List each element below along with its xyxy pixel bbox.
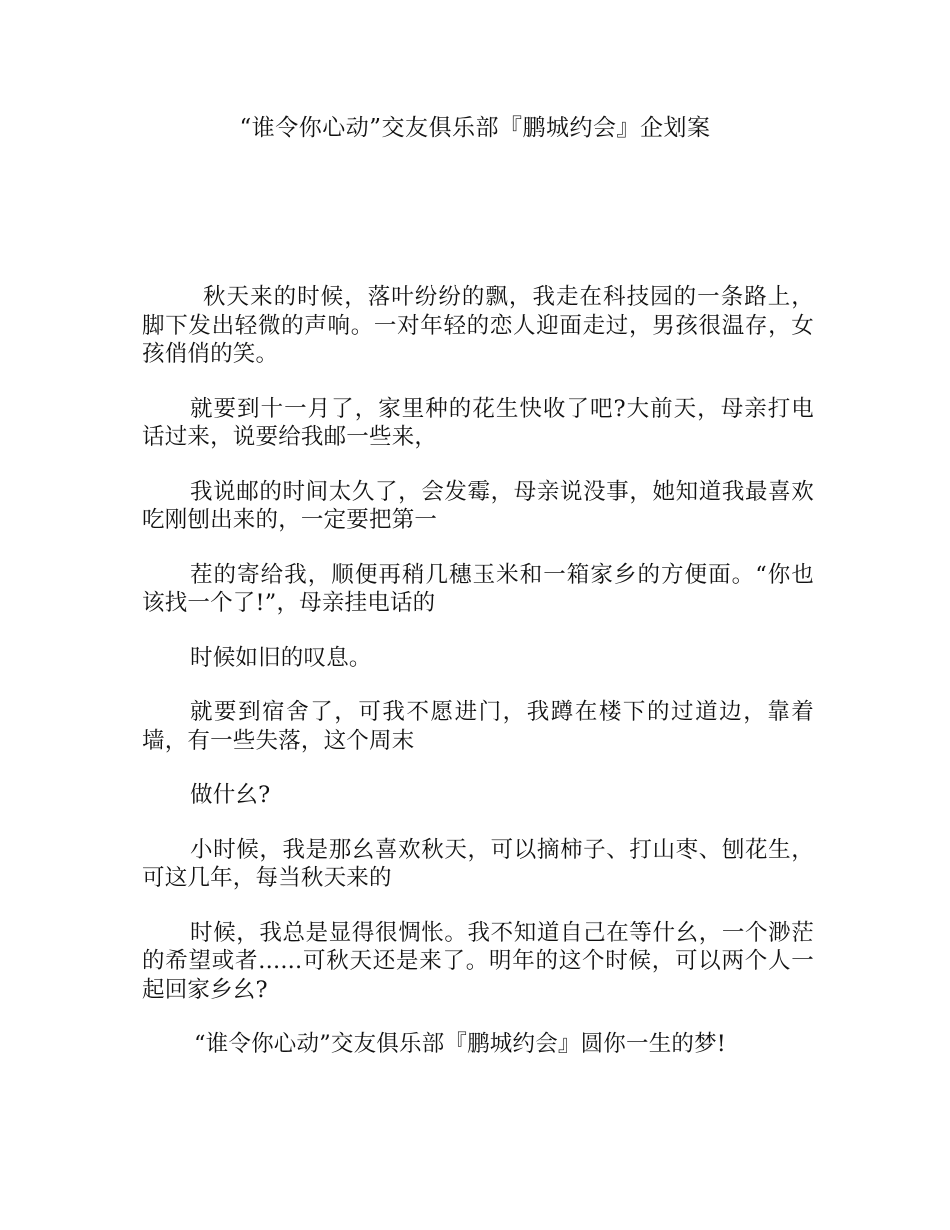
paragraph-club-slogan: “谁令你心动”交友俱乐部『鹏城约会』圆你一生的梦! bbox=[194, 1031, 727, 1057]
paragraph-melancholy: 时候，我总是显得很惆怅。我不知道自己在等什幺，一个渺茫的希望或者......可秋天还是来了。明年的这个时候，可以两个人一起回家乡幺? bbox=[142, 919, 814, 1003]
paragraph-corn-noodles: 茬的寄给我，顺便再稍几穗玉米和一箱家乡的方便面。“你也该找一个了!”，母亲挂电话的 bbox=[142, 561, 814, 616]
paragraph-peanuts-call: 就要到十一月了，家里种的花生快收了吧?大前天，母亲打电话过来，说要给我邮一些来， bbox=[142, 395, 814, 450]
paragraph-childhood: 小时候，我是那幺喜欢秋天，可以摘柿子、打山枣、刨花生，可这几年，每当秋天来的 bbox=[142, 836, 814, 891]
paragraph-weekend: 做什幺? bbox=[190, 782, 271, 808]
document-body bbox=[142, 283, 814, 1085]
paragraph-dorm: 就要到宿舍了，可我不愿进门，我蹲在楼下的过道边，靠着墙，有一些失落，这个周末 bbox=[142, 699, 814, 754]
document-title: “谁令你心动”交友俱乐部『鹏城约会』企划案 bbox=[239, 115, 711, 141]
paragraph-autumn-walk: 秋天来的时候，落叶纷纷的飘，我走在科技园的一条路上，脚下发出轻微的声响。一对年轻的恋人迎面走过，男孩很温存，女孩俏俏的笑。 bbox=[142, 284, 814, 367]
paragraph-sigh: 时候如旧的叹息。 bbox=[190, 644, 372, 671]
paragraph-mold-worry: 我说邮的时间太久了，会发霉，母亲说没事，她知道我最喜欢吃刚刨出来的，一定要把第一 bbox=[142, 478, 814, 533]
